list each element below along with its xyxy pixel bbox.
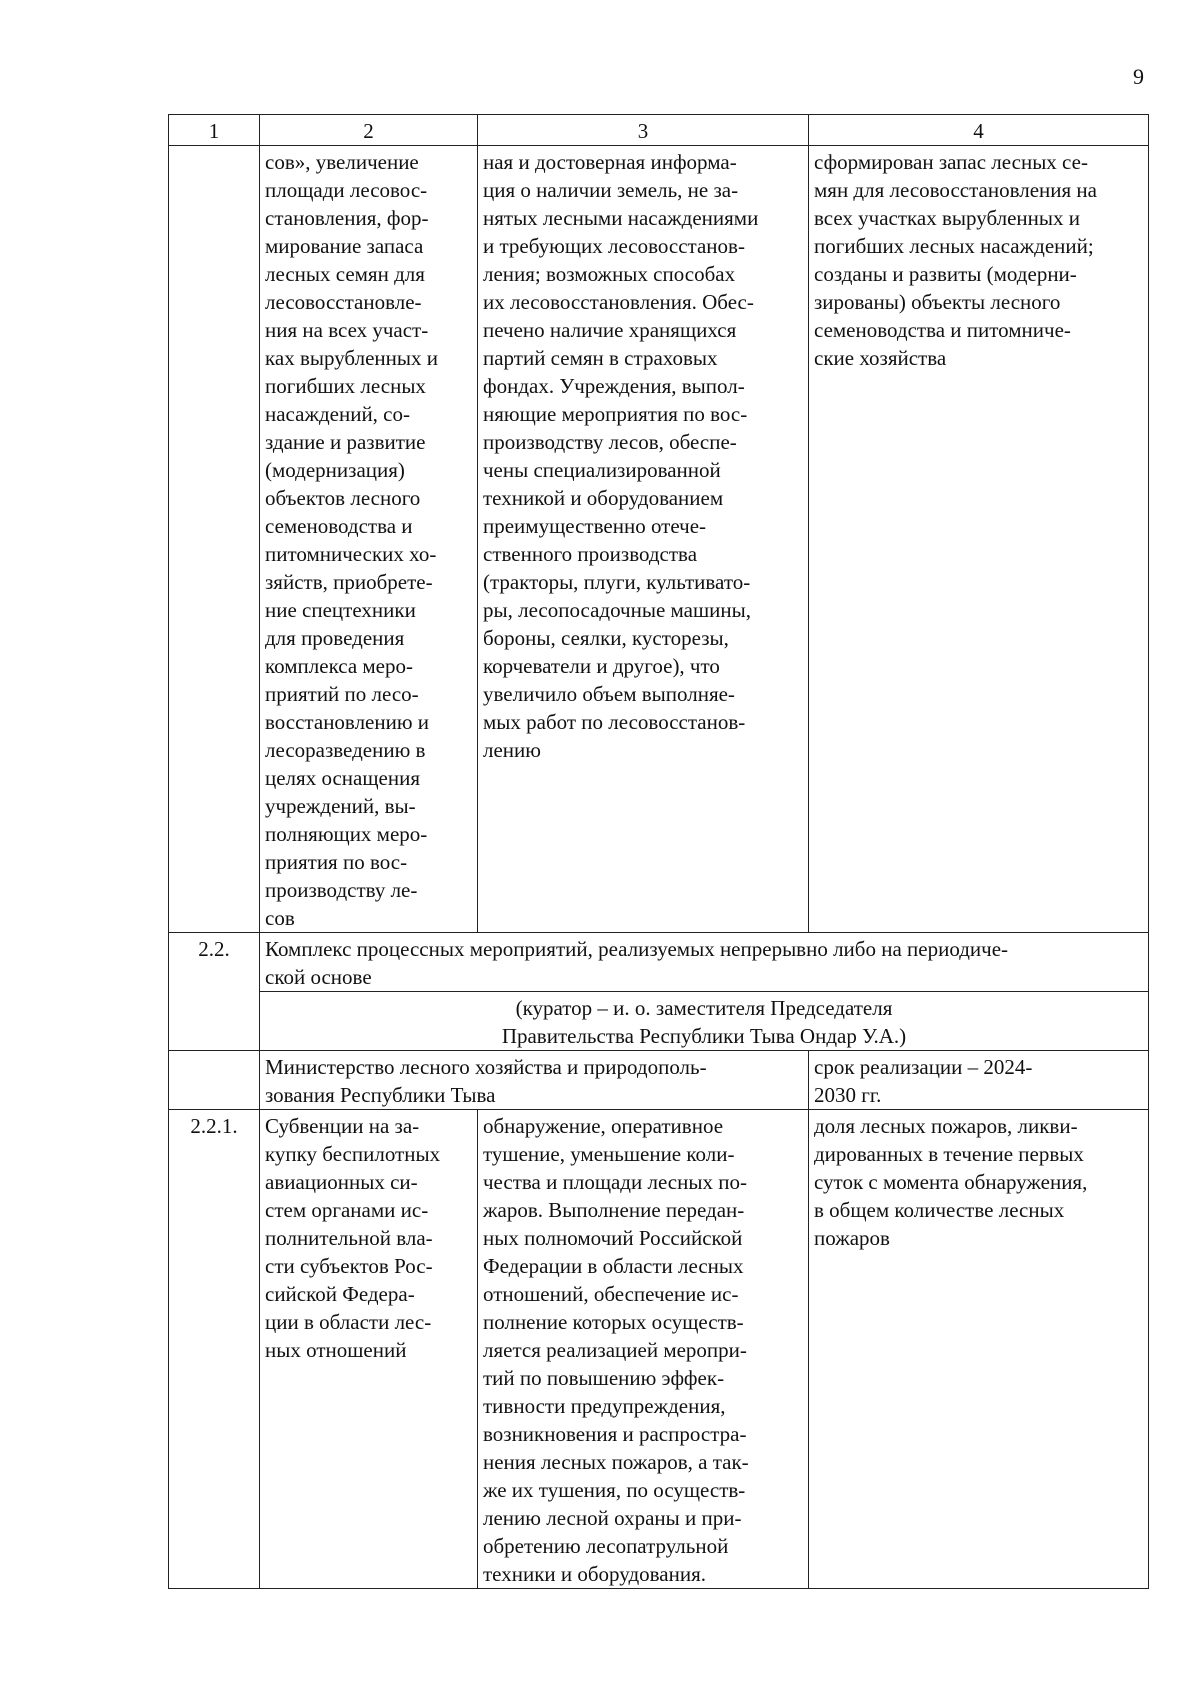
text-line: питомнических хо- [265,542,437,566]
text-line: семеноводства и [265,514,413,538]
text-line: суток с момента обнаружения, [814,1170,1088,1194]
text-line: нятых лесными насаждениями [483,206,759,230]
text-line: ры, лесопосадочные машины, [483,598,752,622]
text-line: тушение, уменьшение коли- [483,1142,735,1166]
text-line: полнительной вла- [265,1226,433,1250]
text-line: полняющих меро- [265,822,428,846]
measures-table [168,114,1149,1589]
text-line: ления; возможных способах [483,262,736,286]
row-2-2-1-task [260,1110,478,1589]
responsible-empty-cell [169,1051,260,1110]
text-line: (тракторы, плуги, культивато- [483,570,751,594]
text-line: ках вырубленных и [265,346,438,370]
text-line: (модернизация) [265,458,405,482]
responsible-ministry [260,1051,809,1110]
text-line: для проведения [265,626,405,650]
text-line: целях оснащения [265,766,420,790]
section-title [260,933,1149,992]
text-line: здание и развитие [265,430,426,454]
text-line: ние спецтехники [265,598,416,622]
text-line: (куратор – и. о. заместителя Председателя [515,996,893,1020]
text-line: мых работ по лесовосстанов- [483,710,746,734]
section-number: 2.2. [169,933,260,1051]
text-line: ных полномочий Российской [483,1226,743,1250]
text-line: отношений, обеспечение ис- [483,1282,739,1306]
continued-task-cell [260,146,478,933]
text-line: лению [483,738,541,762]
text-line: Субвенции на за- [265,1114,420,1138]
text-line: тивности предупреждения, [483,1394,726,1418]
text-line: зования Республики Тыва [265,1083,496,1107]
text-line: срок реализации – 2024- [814,1055,1033,1079]
header-col-4: 4 [809,115,1149,146]
continued-indicator-cell [809,146,1149,933]
text-line: созданы и развиты (модерни- [814,262,1077,286]
text-line: чены специализированной [483,458,721,482]
text-line: приятий по лесо- [265,682,419,706]
text-line: 2030 гг. [814,1083,882,1107]
text-line: ных отношений [265,1338,407,1362]
text-line: дированных в течение первых [814,1142,1084,1166]
text-line: фондах. Учреждения, выпол- [483,374,745,398]
table-header-row [169,115,1149,146]
text-line: лесовосстановле- [265,290,422,314]
row-2-2-1-indicator [809,1110,1149,1589]
row-2-2-1-description [478,1110,809,1589]
text-line: ские хозяйства [814,346,947,370]
text-line: зяйств, приобрете- [265,570,433,594]
text-line: нения лесных пожаров, а так- [483,1450,749,1474]
text-line: всех участках вырубленных и [814,206,1081,230]
section-responsible-row [169,1051,1149,1110]
text-line: полнение которых осуществ- [483,1310,744,1334]
table-row-2-2-1 [169,1110,1149,1589]
text-line: корчеватели и другое), что [483,654,720,678]
text-line: сов [265,906,295,930]
text-line: приятия по вос- [265,850,408,874]
text-line: Комплекс процессных мероприятий, реализуемых непрерывно либо на периодиче- [265,937,1009,961]
text-line: сов», увеличение [265,150,419,174]
text-line: увеличило объем выполняе- [483,682,735,706]
text-line: тий по повышению эффек- [483,1366,725,1390]
text-line: объектов лесного [265,486,421,510]
text-line: партий семян в страховых [483,346,718,370]
text-line: лесоразведению в [265,738,426,762]
text-line: ция о наличии земель, не за- [483,178,739,202]
text-line: доля лесных пожаров, ликви- [814,1114,1078,1138]
text-line: их лесовосстановления. Обес- [483,290,754,314]
section-curator-row [169,992,1149,1051]
text-line: ственного производства [483,542,698,566]
page-number: 9 [1133,64,1144,89]
text-line: техники и оборудования. [483,1562,706,1586]
text-line: сти субъектов Рос- [265,1254,433,1278]
text-line: лению лесной охраны и при- [483,1506,742,1530]
text-line: ской основе [265,965,372,989]
text-line: Правительства Республики Тыва Ондар У.А.) [501,1024,907,1048]
text-line: погибших лесных [265,374,426,398]
text-line: няющие мероприятия по вос- [483,402,748,426]
text-line: пожаров [814,1226,890,1250]
continued-description-cell [478,146,809,933]
implementation-term [809,1051,1149,1110]
text-line: комплекса меро- [265,654,413,678]
text-line: ния на всех участ- [265,318,429,342]
text-line: авиационных си- [265,1170,418,1194]
text-line: погибших лесных насаждений; [814,234,1094,258]
text-line: техникой и оборудованием [483,486,724,510]
text-line: семеноводства и питомниче- [814,318,1071,342]
text-line: обнаружение, оперативное [483,1114,724,1138]
text-line: Федерации в области лесных [483,1254,744,1278]
text-line: и требующих лесовосстанов- [483,234,745,258]
text-line: стем органами ис- [265,1198,429,1222]
row-2-2-1-number: 2.2.1. [169,1110,260,1589]
text-line: печено наличие хранящихся [483,318,737,342]
text-line: площади лесовос- [265,178,428,202]
text-line: мирование запаса [265,234,424,258]
header-col-2: 2 [260,115,478,146]
header-col-3: 3 [478,115,809,146]
text-line: бороны, сеялки, кусторезы, [483,626,729,650]
text-line: обретению лесопатрульной [483,1534,729,1558]
text-line: чества и площади лесных по- [483,1170,747,1194]
text-line: преимущественно отече- [483,514,707,538]
text-line: ции в области лес- [265,1310,432,1334]
text-line: Министерство лесного хозяйства и природополь- [265,1055,707,1079]
text-line: мян для лесовосстановления на [814,178,1097,202]
text-line: ляется реализацией меропри- [483,1338,747,1362]
text-line: жаров. Выполнение передан- [483,1198,745,1222]
text-line: восстановлению и [265,710,430,734]
text-line: производству ле- [265,878,418,902]
section-curator [260,992,1149,1051]
header-col-1: 1 [169,115,260,146]
text-line: сийской Федера- [265,1282,415,1306]
text-line: учреждений, вы- [265,794,416,818]
text-line: насаждений, со- [265,402,411,426]
text-line: лесных семян для [265,262,425,286]
text-line: сформирован запас лесных се- [814,150,1088,174]
text-line: становления, фор- [265,206,429,230]
section-title-row [169,933,1149,992]
text-line: купку беспилотных [265,1142,441,1166]
text-line: в общем количестве лесных [814,1198,1065,1222]
text-line: же их тушения, по осуществ- [483,1478,746,1502]
text-line: производству лесов, обеспе- [483,430,737,454]
continued-row [169,146,1149,933]
text-line: зированы) объекты лесного [814,290,1061,314]
text-line: возникновения и распростра- [483,1422,747,1446]
continued-number-cell [169,146,260,933]
text-line: ная и достоверная информа- [483,150,737,174]
